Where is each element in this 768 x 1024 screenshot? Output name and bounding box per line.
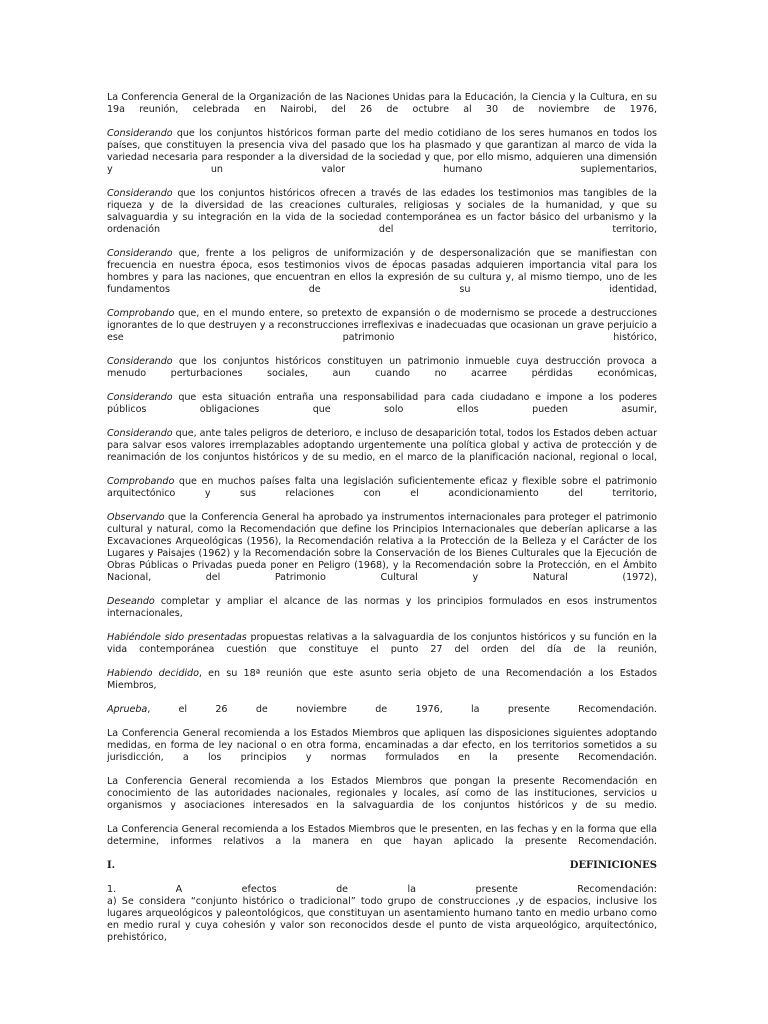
paragraph-considerando-2: Considerando que los conjuntos históricos ofrecen a través de las edades los testimonios mas tangibles de la riqueza y de la diversidad de las creaciones culturales, religiosas y sociales de la humanidad, y que su salvaguardia y su integración en la vida de la sociedad contemporánea es un factor básico del urbanismo y la ordenación del territorio,	[107, 188, 657, 235]
paragraph-habiendole-sido-presentadas: Habiéndole sido presentadas propuestas relativas a la salvaguardia de los conjuntos históricos y su función en la vida contemporánea cuestión que constituye el punto 27 del orden del día de la reunión,	[107, 632, 657, 655]
definitions-intro: 1. A efectos de la presente Recomendación:	[107, 884, 657, 895]
paragraph-aprueba: Aprueba, el 26 de noviembre de 1976, la presente Recomendación.	[107, 704, 657, 715]
section-heading	[107, 860, 657, 872]
paragraph-considerando-5: Considerando que esta situación entraña una responsabilidad para cada ciudadano e impone a los poderes públicos obligaciones que solo ellos pueden asumir,	[107, 392, 657, 415]
paragraph-recomienda-3: La Conferencia General recomienda a los Estados Miembros que le presenten, en las fechas y en la forma que ella determine, informes relativos a la manera en que hayan aplicado la presente Recomendación.	[107, 824, 657, 847]
paragraph-preamble: La Conferencia General de la Organización de las Naciones Unidas para la Educación, la Ciencia y la Cultura, en su 19a reunión, celebrada en Nairobi, del 26 de octubre al 30 de noviembre de 1976,	[107, 92, 657, 115]
document-body	[107, 92, 657, 944]
paragraph-considerando-6: Considerando que, ante tales peligros de deterioro, e incluso de desaparición total, todos los Estados deben actuar para salvar esos valores irremplazables adoptando urgentemente una política global y activa de protección y de reanimación de los conjuntos históricos y de su medio, en el marco de la planificación nacional, regional o local,	[107, 428, 657, 463]
paragraph-comprobando-1: Comprobando que, en el mundo entere, so pretexto de expansión o de modernismo se procede a destrucciones ignorantes de lo que destruyen y a reconstrucciones irreflexivas e inadecuadas que ocasionan un grave perjuicio a ese patrimonio histórico,	[107, 308, 657, 343]
section-title: DEFINICIONES	[569, 860, 657, 871]
paragraph-recomienda-2: La Conferencia General recomienda a los Estados Miembros que pongan la presente Recomendación en conocimiento de las autoridades nacionales, regionales y locales, así como de las instituciones, servicios u organismos y asociaciones interesados en la salvaguardia de los conjuntos históricos y de su medio.	[107, 776, 657, 811]
paragraph-habiendo-decidido: Habiendo decidido, en su 18ª reunión que este asunto seria objeto de una Recomendación a los Estados Miembros,	[107, 668, 658, 691]
definition-item-a: a) Se considera “conjunto histórico o tradicional” todo grupo de construcciones ,y de espacios, inclusive los lugares arqueológicos y paleontológicos, que constituyan un asentamiento humano tanto en medio urbano como en medio rural y cuya cohesión y valor son reconocidos desde el punto de vista arqueológico, arquitectónico, prehistórico,	[107, 896, 657, 943]
paragraph-considerando-4: Considerando que los conjuntos históricos constituyen un patrimonio inmueble cuya destrucción provoca a menudo perturbaciones sociales, aun cuando no acarree pérdidas económicas,	[107, 356, 657, 379]
paragraph-recomienda-1: La Conferencia General recomienda a los Estados Miembros que apliquen las disposiciones siguientes adoptando medidas, en forma de ley nacional o en otra forma, encaminadas a dar efecto, en los territorios sometidos a su jurisdicción, a los principios y normas formulados en la presente Recomendación.	[107, 728, 657, 763]
paragraph-considerando-3: Considerando que, frente a los peligros de uniformización y de despersonalización que se manifiestan con frecuencia en nuestra época, esos testimonios vivos de épocas pasadas adquieren importancia vital para los hombres y para las naciones, que encuentran en ellos la expresión de su cultura y, al mismo tiempo, uno de les fundamentos de su identidad,	[107, 248, 657, 295]
paragraph-comprobando-2: Comprobando que en muchos países falta una legislación suficientemente eficaz y flexible sobre el patrimonio arquitectónico y sus relaciones con el acondicionamiento del territorio,	[107, 476, 657, 499]
section-number: I.	[107, 860, 116, 871]
paragraph-deseando: Deseando completar y ampliar el alcance de las normas y los principios formulados en esos instrumentos internacionales,	[107, 596, 657, 619]
paragraph-observando: Observando que la Conferencia General ha aprobado ya instrumentos internacionales para proteger el patrimonio cultural y natural, como la Recomendación que define los Principios Internacionales que deberían aplicarse a las Excavaciones Arqueológicas (1956), la Recomendación relativa a la Protección de la Belleza y el Carácter de los Lugares y Paisajes (1962) y la Recomendación sobre la Conservación de los Bienes Culturales que la Ejecución de Obras Públicas o Privadas pueda poner en Peligro (1968), y la Recomendación sobre la Protección, en el Ámbito Nacional, del Patrimonio Cultural y Natural (1972),	[107, 512, 657, 583]
paragraph-considerando-1: Considerando que los conjuntos históricos forman parte del medio cotidiano de los seres humanos en todos los países, que constituyen la presencia viva del pasado que los ha plasmado y que garantizan al marco de vida la variedad necesaria para responder a la diversidad de la sociedad y que, por ello mismo, adquieren una dimensión y un valor humano suplementarios,	[107, 128, 657, 175]
